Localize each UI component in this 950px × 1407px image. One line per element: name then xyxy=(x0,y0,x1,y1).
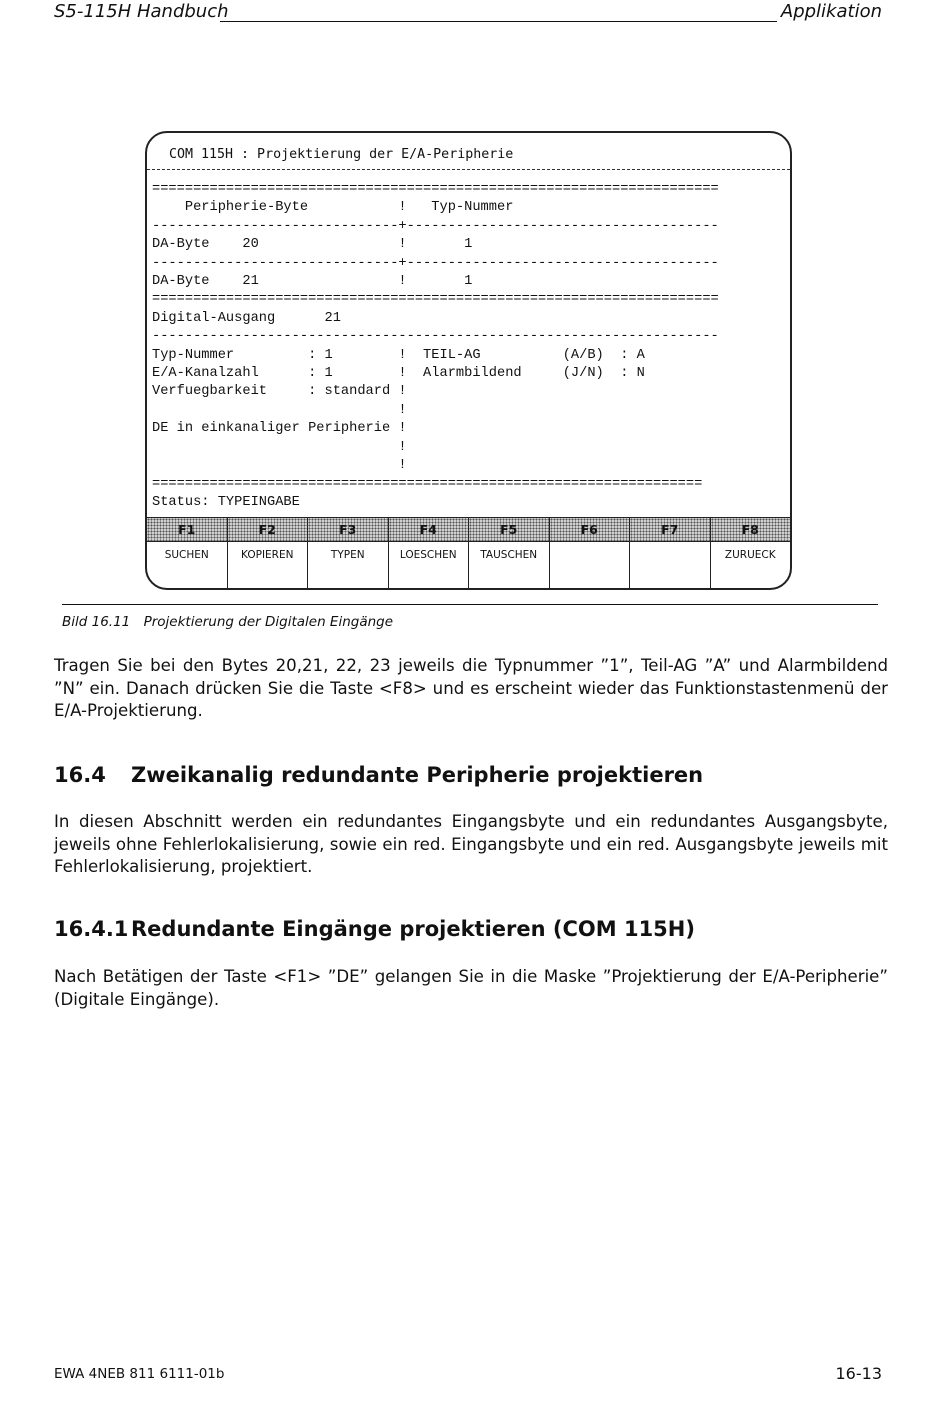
screen-line: Typ-Nummer : 1 ! TEIL-AG (A/B) : A xyxy=(152,347,645,363)
section-heading-16-4-1 xyxy=(54,917,695,941)
screen-title-divider xyxy=(147,169,790,170)
screen-line: DA-Byte 20 ! 1 xyxy=(152,237,473,253)
function-key-number: F5 xyxy=(469,518,549,542)
function-key-f2[interactable] xyxy=(228,518,309,590)
header-rule xyxy=(220,21,777,22)
running-header-title: S5-115H Handbuch xyxy=(54,1,229,22)
screen-line: Verfuegbarkeit : standard ! xyxy=(152,384,407,400)
figure-number: Bild 16.11 xyxy=(62,614,131,630)
function-key-number: F2 xyxy=(228,518,308,542)
figure-caption xyxy=(62,614,393,630)
function-key-label: TYPEN xyxy=(330,549,365,561)
function-key-number: F4 xyxy=(389,518,469,542)
function-key-label: TAUSCHEN xyxy=(480,549,538,561)
function-key-label: SUCHEN xyxy=(164,549,209,561)
screen-line: DA-Byte 21 ! 1 xyxy=(152,274,473,290)
paragraph-subsection: Nach Betätigen der Taste <F1> ”DE” gelangen Sie in die Maske ”Projektierung der E/A-Peripherie” (Digitale Eingänge). xyxy=(54,967,888,1009)
screen-line: =================================================================== xyxy=(152,476,703,492)
page-number: 16-13 xyxy=(835,1364,882,1383)
screen-line: Digital-Ausgang 21 xyxy=(152,310,341,326)
function-key-f3[interactable] xyxy=(308,518,389,590)
function-key-label: ZURUECK xyxy=(724,549,776,561)
document-number: EWA 4NEB 811 6111-01b xyxy=(54,1366,225,1382)
screen-line: ------------------------------+-------------------------------------- xyxy=(152,218,719,234)
function-key-f7[interactable] xyxy=(630,518,711,590)
function-key-f6[interactable] xyxy=(550,518,631,590)
screen-line: E/A-Kanalzahl : 1 ! Alarmbildend (J/N) : N xyxy=(152,366,645,382)
screen-title: COM 115H : Projektierung der E/A-Peripherie xyxy=(169,147,514,162)
function-key-label: LOESCHEN xyxy=(399,549,457,561)
section-number: 16.4.1 xyxy=(54,917,129,941)
screen-line: ! xyxy=(152,458,407,474)
screen-line: ------------------------------+-------------------------------------- xyxy=(152,255,719,271)
screen-line: ===================================================================== xyxy=(152,292,719,308)
function-key-f5[interactable] xyxy=(469,518,550,590)
function-key-label xyxy=(630,542,710,549)
screen-line: ===================================================================== xyxy=(152,182,719,197)
function-key-label xyxy=(550,542,630,549)
screen-content xyxy=(152,181,719,512)
section-number: 16.4 xyxy=(54,763,106,787)
figure-caption-text: Projektierung der Digitalen Eingänge xyxy=(143,614,394,630)
screen-line: Peripherie-Byte ! Typ-Nummer xyxy=(152,200,514,216)
terminal-screen-figure xyxy=(145,131,792,590)
paragraph-instructions: Tragen Sie bei den Bytes 20,21, 22, 23 jeweils die Typnummer ”1”, Teil-AG ”A” und Alarmbildend ”N” ein. Danach drücken Sie die Taste <F8> und es erscheint wieder das Funktionstastenmenü der E/A-Projektierung. xyxy=(54,656,888,720)
function-key-f1[interactable] xyxy=(147,518,228,590)
screen-line: --------------------------------------------------------------------- xyxy=(152,329,719,345)
running-header-section: Applikation xyxy=(780,1,882,22)
screen-line: DE in einkanaliger Peripherie ! xyxy=(152,421,407,437)
paragraph-section-intro: In diesen Abschnitt werden ein redundantes Eingangsbyte und ein redundantes Ausgangsbyte, jeweils ohne Fehlerlokalisierung, sowie ein red. Eingangsbyte und ein red. Ausgangsbyte jeweils mit Fehlerlokalisierung, projektiert. xyxy=(54,812,888,876)
function-key-number: F6 xyxy=(550,518,630,542)
function-key-number: F3 xyxy=(308,518,388,542)
function-key-bar xyxy=(147,517,790,590)
function-key-number: F1 xyxy=(147,518,227,542)
function-key-number: F8 xyxy=(711,518,791,542)
screen-line: Status: TYPEINGABE xyxy=(152,494,300,510)
function-key-label: KOPIEREN xyxy=(241,549,294,561)
section-title: Redundante Eingänge projektieren (COM 115H) xyxy=(131,917,695,941)
function-key-f4[interactable] xyxy=(389,518,470,590)
section-heading-16-4 xyxy=(54,763,703,787)
screen-line: ! xyxy=(152,402,407,418)
function-key-number: F7 xyxy=(630,518,710,542)
screen-line: ! xyxy=(152,439,407,455)
section-title: Zweikanalig redundante Peripherie projektieren xyxy=(131,763,704,787)
function-key-f8[interactable] xyxy=(711,518,791,590)
figure-rule xyxy=(62,604,878,605)
